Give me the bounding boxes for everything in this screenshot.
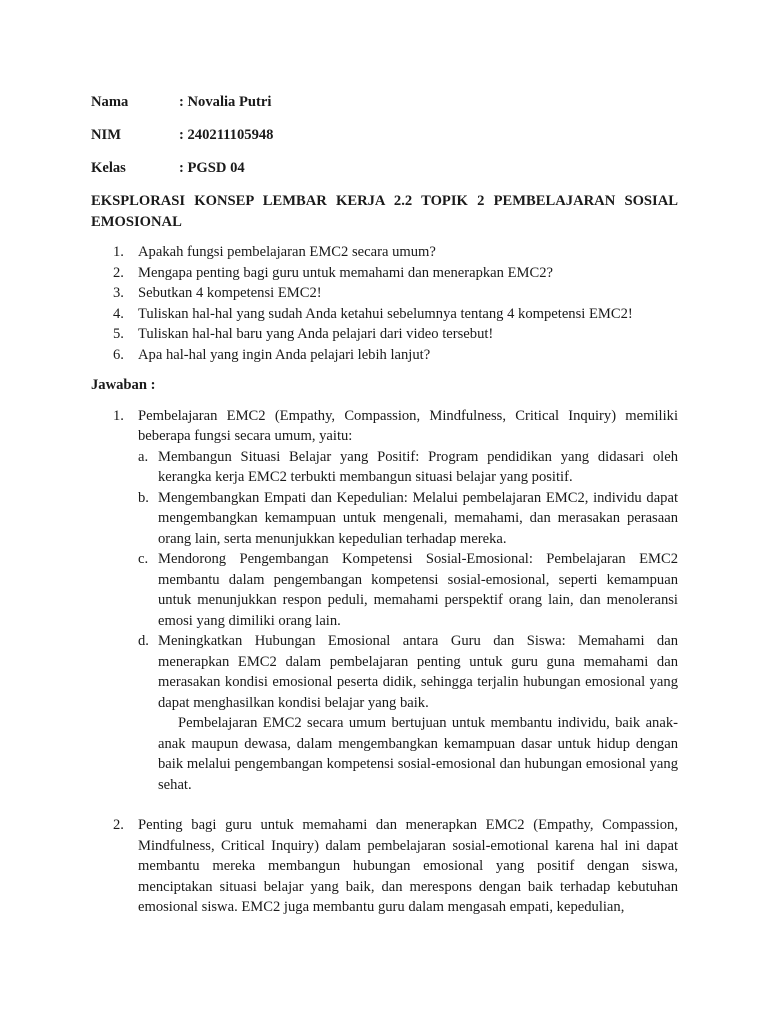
answer-number: 1. <box>113 407 124 424</box>
answer-body: Penting bagi guru untuk memahami dan menerapkan EMC2 (Empathy, Compassion, Mindfulness, Critical Inquiry) dalam pembelajaran sosial-emotional karena hal ini dapat membantu mereka membangun hubungan emosional yang positif dengan siswa, menciptakan situasi belajar yang baik, dan merespons dengan baik terhadap kebutuhan emosional siswa. EMC2 juga membantu guru dalam mengasah empati, kepedulian, <box>138 817 678 915</box>
question-item <box>113 283 678 304</box>
question-number: 1. <box>113 244 124 260</box>
point-text: Membangun Situasi Belajar yang Positif: Program pendidikan yang didasari oleh kerangka kerja EMC2 terbukti membangun situasi belajar yang positif. <box>158 448 678 485</box>
question-text: Sebutkan 4 kompetensi EMC2! <box>138 285 322 301</box>
question-list <box>91 242 678 365</box>
question-item <box>113 263 678 284</box>
class-value: : PGSD 04 <box>179 160 245 176</box>
question-text: Mengapa penting bagi guru untuk memahami dan menerapkan EMC2? <box>138 264 553 281</box>
question-text: Apakah fungsi pembelajaran EMC2 secara umum? <box>138 244 436 260</box>
point-letter: c. <box>138 551 149 567</box>
answer-intro: Pembelajaran EMC2 (Empathy, Compassion, Mindfulness, Critical Inquiry) memiliki beberapa fungsi secara umum, yaitu: <box>138 407 678 444</box>
question-number: 4. <box>113 305 124 322</box>
name-row <box>91 92 678 112</box>
class-label: Kelas <box>91 160 126 176</box>
class-row <box>91 158 678 178</box>
name-value: : Novalia Putri <box>179 94 272 110</box>
spacer <box>91 795 678 815</box>
question-item <box>113 304 678 325</box>
answer-2 <box>113 815 678 918</box>
question-text: Apa hal-hal yang ingin Anda pelajari lebih lanjut? <box>138 346 431 363</box>
answer-number: 2. <box>113 817 124 833</box>
answer-heading: Jawaban : <box>91 377 156 393</box>
answer-closing: Pembelajaran EMC2 secara umum bertujuan untuk membantu individu, baik anak-anak maupun dewasa, dalam mengembangkan kemampuan dasar untuk hidup dengan baik melalui pengembangan kompetensi sosial-emosional dan hubungan emosional yang sehat. <box>158 715 678 793</box>
question-number: 5. <box>113 326 124 342</box>
question-text: Tuliskan hal-hal yang sudah Anda ketahui sebelumnya tentang 4 kompetensi EMC2! <box>138 305 633 322</box>
question-text: Tuliskan hal-hal baru yang Anda pelajari dari video tersebut! <box>138 326 494 342</box>
answer-body <box>138 406 678 796</box>
nim-value: : 240211105948 <box>179 127 274 143</box>
question-number: 6. <box>113 346 124 363</box>
name-label: Nama <box>91 94 129 110</box>
answer-point <box>138 488 678 550</box>
point-letter: d. <box>138 633 149 649</box>
question-number: 2. <box>113 264 124 281</box>
worksheet-title: EKSPLORASI KONSEP LEMBAR KERJA 2.2 TOPIK 2 PEMBELAJARAN SOSIAL EMOSIONAL <box>91 193 678 230</box>
question-number: 3. <box>113 285 124 301</box>
question-item <box>113 242 678 263</box>
point-letter: a. <box>138 448 149 465</box>
nim-row <box>91 125 678 145</box>
answer-point <box>138 549 678 631</box>
document-page <box>91 92 678 918</box>
answer-point <box>138 631 678 713</box>
nim-label: NIM <box>91 127 121 143</box>
question-item <box>113 324 678 345</box>
point-text: Mendorong Pengembangan Kompetensi Sosial-Emosional: Pembelajaran EMC2 membantu dalam pengembangan kompetensi sosial-emosional, seperti kemampuan untuk menunjukkan respon peduli, memahami perspektif orang lain, dan menoleransi emosi yang dimiliki orang lain. <box>158 551 678 629</box>
question-item <box>113 345 678 366</box>
point-text: Mengembangkan Empati dan Kepedulian: Melalui pembelajaran EMC2, individu dapat mengembangkan kemampuan untuk mengenali, memahami, dan merasakan perasaan orang lain, serta menunjukkan kepedulian terhadap mereka. <box>158 489 678 547</box>
point-letter: b. <box>138 489 149 506</box>
answer-1 <box>113 406 678 796</box>
answer-point <box>138 447 678 488</box>
point-text: Meningkatkan Hubungan Emosional antara Guru dan Siswa: Memahami dan menerapkan EMC2 dalam pembelajaran penting untuk guru guna memahami dan merasakan kondisi emosional peserta didik, sehingga terjalin hubungan emosional yang dapat menghasilkan kondisi belajar yang baik. <box>158 633 678 711</box>
